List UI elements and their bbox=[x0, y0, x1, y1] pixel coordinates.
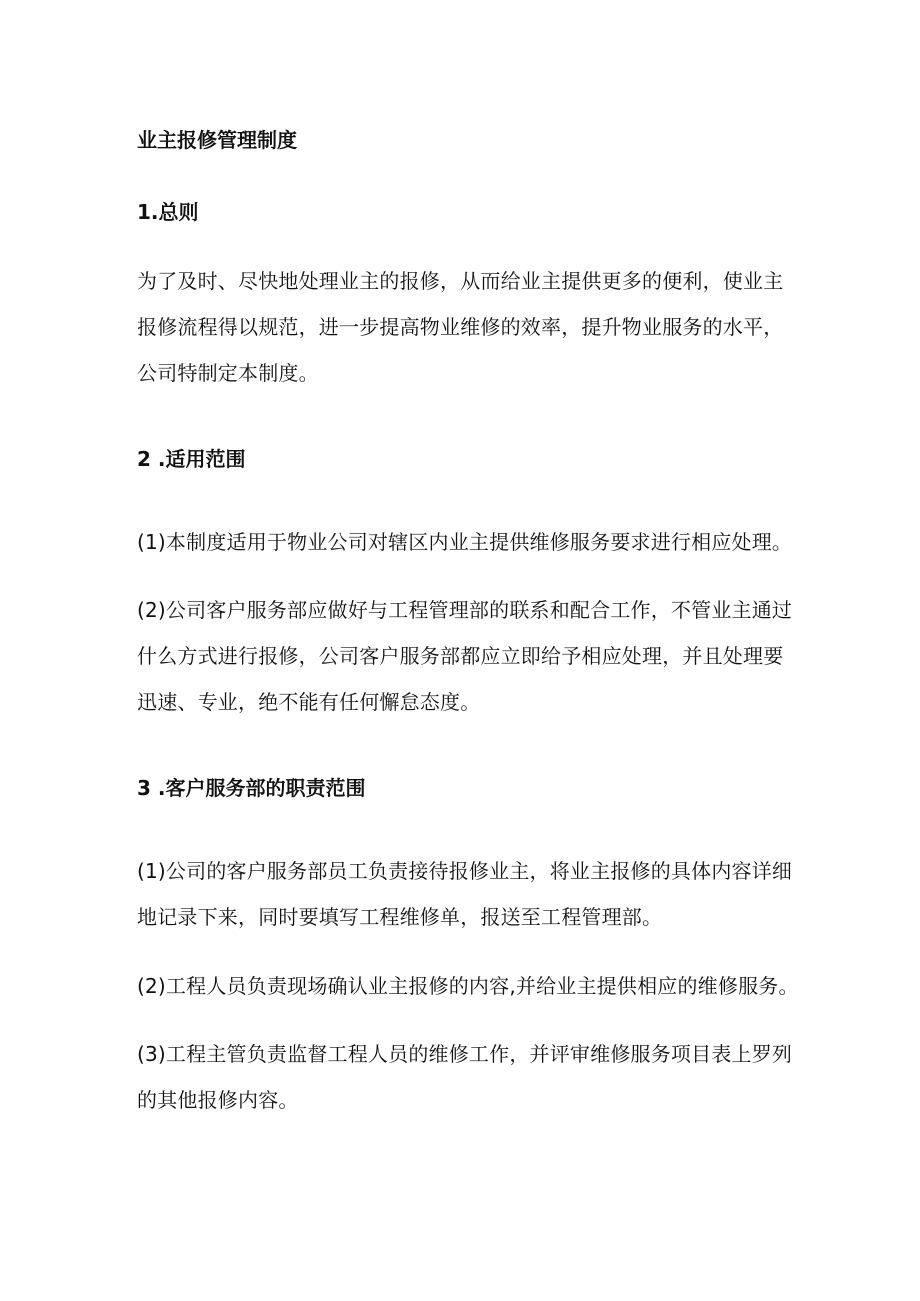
paragraph-line: (2)工程人员负责现场确认业主报修的内容,并给业主提供相应的维修服务。 bbox=[137, 974, 799, 998]
paragraph-duties-1 bbox=[137, 848, 797, 940]
paragraph-line: (1)公司的客户服务部员工负责接待报修业主，将业主报修的具体内容详细 bbox=[137, 859, 793, 883]
paragraph-line: 迅速、专业，绝不能有任何懈怠态度。 bbox=[137, 690, 481, 714]
paragraph-general-purpose bbox=[137, 258, 797, 396]
paragraph-line: 地记录下来，同时要填写工程维修单，报送至工程管理部。 bbox=[137, 905, 663, 929]
paragraph-line: 的其他报修内容。 bbox=[137, 1088, 299, 1112]
paragraph-line: (3)工程主管负责监督工程人员的维修工作，并评审维修服务项目表上罗列 bbox=[137, 1042, 793, 1066]
paragraph-line: 什么方式进行报修，公司客户服务部都应立即给予相应处理，并且处理要 bbox=[137, 644, 784, 668]
paragraph-duties-2 bbox=[137, 963, 797, 1009]
paragraph-line: 公司特制定本制度。 bbox=[137, 361, 319, 385]
paragraph-duties-3 bbox=[137, 1031, 797, 1123]
paragraph-line: (2)公司客户服务部应做好与工程管理部的联系和配合工作，不管业主通过 bbox=[137, 598, 793, 622]
paragraph-scope-2 bbox=[137, 587, 797, 725]
document-title: 业主报修管理制度 bbox=[137, 128, 297, 152]
paragraph-line: 报修流程得以规范，进一步提高物业维修的效率，提升物业服务的水平， bbox=[137, 315, 784, 339]
paragraph-scope-1 bbox=[137, 519, 797, 565]
paragraph-line: 为了及时、尽快地处理业主的报修，从而给业主提供更多的便利，使业主 bbox=[137, 269, 784, 293]
section-heading-scope: 2 .适用范围 bbox=[137, 447, 246, 471]
section-heading-general: 1.总则 bbox=[137, 200, 199, 224]
section-heading-customer-service-duties: 3 .客户服务部的职责范围 bbox=[137, 776, 366, 800]
paragraph-line: (1)本制度适用于物业公司对辖区内业主提供维修服务要求进行相应处理。 bbox=[137, 530, 793, 554]
